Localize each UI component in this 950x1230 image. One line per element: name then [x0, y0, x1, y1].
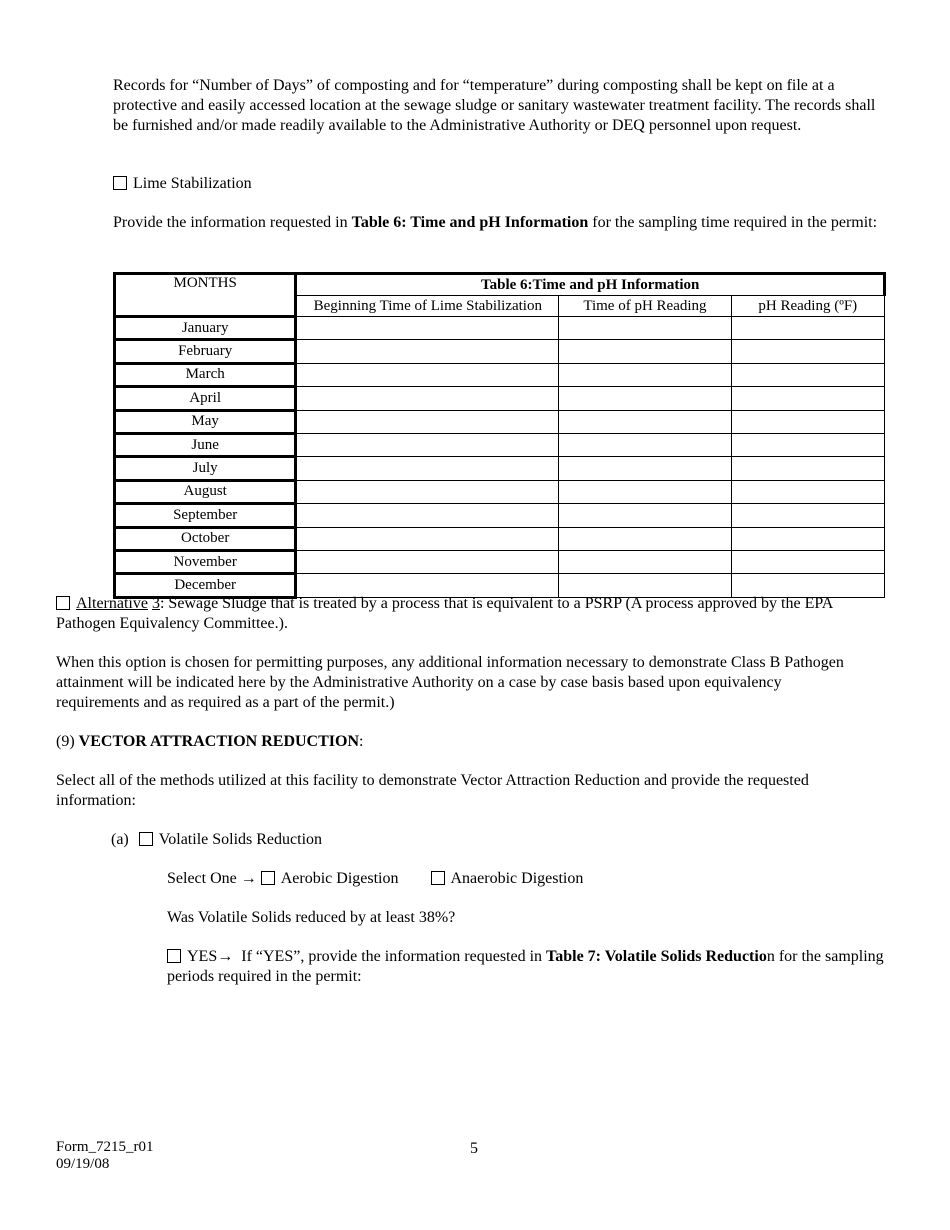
section-9-number: (9)	[56, 733, 79, 750]
ph-reading-cell[interactable]	[731, 317, 884, 340]
ph-reading-cell[interactable]	[731, 410, 884, 433]
table6-time-ph	[113, 272, 886, 599]
ph-reading-cell[interactable]	[731, 527, 884, 550]
table-row	[115, 480, 885, 503]
volatile-solids-label: Volatile Solids Reduction	[158, 831, 323, 848]
section-9-heading	[56, 732, 363, 752]
time-ph-reading-cell[interactable]	[559, 527, 731, 550]
arrow-right-icon: →	[240, 870, 257, 887]
ph-reading-cell[interactable]	[731, 504, 884, 527]
option-paragraph: When this option is chosen for permitting purposes, any additional information necessary to demonstrate Class B Pathogen attainment will be indicated here by the Administrative Authority on a case by case basis based upon equivalency requirements and as required as a part of the permit.)	[56, 654, 844, 711]
table6-title: Table 6:Time and pH Information	[296, 274, 885, 296]
table-row	[115, 387, 885, 410]
time-ph-reading-cell[interactable]	[559, 387, 731, 410]
provide-info-text-end: for the sampling time required in the permit:	[588, 214, 878, 231]
beginning-time-cell[interactable]	[296, 480, 559, 503]
table7-reference: Table 7: Volatile Solids Reductio	[546, 948, 767, 965]
aerobic-digestion-label: Aerobic Digestion	[280, 870, 399, 887]
beginning-time-cell[interactable]	[296, 363, 559, 386]
month-cell: June	[115, 433, 296, 456]
yes-label: YES	[187, 948, 218, 965]
section-9-title: VECTOR ATTRACTION REDUCTION	[78, 733, 359, 750]
beginning-time-cell[interactable]	[296, 433, 559, 456]
volatile-solids-checkbox[interactable]	[139, 832, 153, 846]
ph-reading-cell[interactable]	[731, 340, 884, 363]
time-ph-reading-cell[interactable]	[559, 504, 731, 527]
section-9-colon: :	[359, 733, 364, 750]
month-cell: November	[115, 550, 296, 573]
month-cell: December	[115, 574, 296, 597]
footer-date: 09/19/08	[56, 1156, 110, 1172]
select-all-paragraph: Select all of the methods utilized at this facility to demonstrate Vector Attraction Reduction and provide the requested information:	[56, 772, 809, 809]
time-ph-reading-cell[interactable]	[559, 457, 731, 480]
time-ph-reading-cell[interactable]	[559, 363, 731, 386]
ph-reading-cell[interactable]	[731, 387, 884, 410]
lime-stabilization-label: Lime Stabilization	[133, 175, 252, 192]
yes-option-paragraph	[167, 947, 887, 987]
table-row	[115, 410, 885, 433]
beginning-time-cell[interactable]	[296, 504, 559, 527]
month-cell: October	[115, 527, 296, 550]
arrow-right-icon: →	[217, 948, 234, 965]
month-cell: August	[115, 480, 296, 503]
beginning-time-cell[interactable]	[296, 550, 559, 573]
yes-text: If “YES”, provide the information requested in	[233, 948, 547, 965]
ph-reading-cell[interactable]	[731, 457, 884, 480]
month-cell: September	[115, 504, 296, 527]
volatile-solids-question: Was Volatile Solids reduced by at least 38%?	[167, 909, 456, 926]
month-cell: January	[115, 317, 296, 340]
time-ph-reading-cell[interactable]	[559, 433, 731, 456]
page-number: 5	[470, 1140, 478, 1157]
lime-stabilization-checkbox[interactable]	[113, 176, 127, 190]
table-row	[115, 363, 885, 386]
ph-reading-cell[interactable]	[731, 363, 884, 386]
beginning-time-cell[interactable]	[296, 387, 559, 410]
ph-reading-cell[interactable]	[731, 550, 884, 573]
alternative-number: 3	[151, 595, 160, 612]
month-cell: March	[115, 363, 296, 386]
beginning-time-cell[interactable]	[296, 340, 559, 363]
anaerobic-digestion-checkbox[interactable]	[431, 871, 445, 885]
time-ph-reading-cell[interactable]	[559, 480, 731, 503]
ph-reading-cell[interactable]	[731, 433, 884, 456]
table-row	[115, 527, 885, 550]
col-time-ph-reading-header: Time of pH Reading	[559, 296, 731, 317]
table-row	[115, 504, 885, 527]
select-one-label: Select One	[167, 870, 237, 887]
lime-stabilization-option[interactable]	[113, 174, 252, 194]
alternative-3-text: : Sewage Sludge that is treated by a process that is equivalent to a PSRP (A process approved by the EPA Pathogen Equivalency Committee.).	[56, 595, 833, 632]
provide-info-paragraph	[113, 213, 888, 233]
table6-reference: Table 6: Time and pH Information	[351, 214, 589, 231]
beginning-time-cell[interactable]	[296, 527, 559, 550]
provide-info-text: Provide the information requested in	[113, 214, 352, 231]
month-cell: April	[115, 387, 296, 410]
time-ph-reading-cell[interactable]	[559, 410, 731, 433]
alternative-3-option	[56, 594, 888, 634]
yes-text-end: n for the sampling periods required in the permit:	[167, 948, 884, 985]
table-row	[115, 433, 885, 456]
anaerobic-digestion-label: Anaerobic Digestion	[450, 870, 584, 887]
col-ph-reading-header: pH Reading (ºF)	[731, 296, 884, 317]
col-beginning-time-header: Beginning Time of Lime Stabilization	[296, 296, 559, 317]
time-ph-reading-cell[interactable]	[559, 340, 731, 363]
yes-checkbox[interactable]	[167, 949, 181, 963]
select-one-row	[167, 869, 583, 889]
alternative-label: Alternative	[76, 595, 148, 612]
month-cell: February	[115, 340, 296, 363]
aerobic-digestion-checkbox[interactable]	[261, 871, 275, 885]
alternative-3-checkbox[interactable]	[56, 596, 70, 610]
intro-paragraph: Records for “Number of Days” of composting and for “temperature” during composting shall be kept on file at a protective and easily accessed location at the sewage sludge or sanitary wastewater treatment facility. The records shall be furnished and/or made readily available to the Administrative Authority or DEQ personnel upon request.	[113, 77, 876, 134]
table-row	[115, 457, 885, 480]
item-a-prefix: (a)	[111, 831, 129, 848]
time-ph-reading-cell[interactable]	[559, 550, 731, 573]
footer-form-id: Form_7215_r01	[56, 1139, 154, 1155]
beginning-time-cell[interactable]	[296, 410, 559, 433]
month-cell: July	[115, 457, 296, 480]
table-row	[115, 317, 885, 340]
table-row	[115, 340, 885, 363]
month-cell: May	[115, 410, 296, 433]
months-header: MONTHS	[115, 274, 296, 317]
beginning-time-cell[interactable]	[296, 317, 559, 340]
volatile-solids-option[interactable]	[111, 830, 322, 850]
time-ph-reading-cell[interactable]	[559, 317, 731, 340]
table-row	[115, 550, 885, 573]
ph-reading-cell[interactable]	[731, 480, 884, 503]
beginning-time-cell[interactable]	[296, 457, 559, 480]
